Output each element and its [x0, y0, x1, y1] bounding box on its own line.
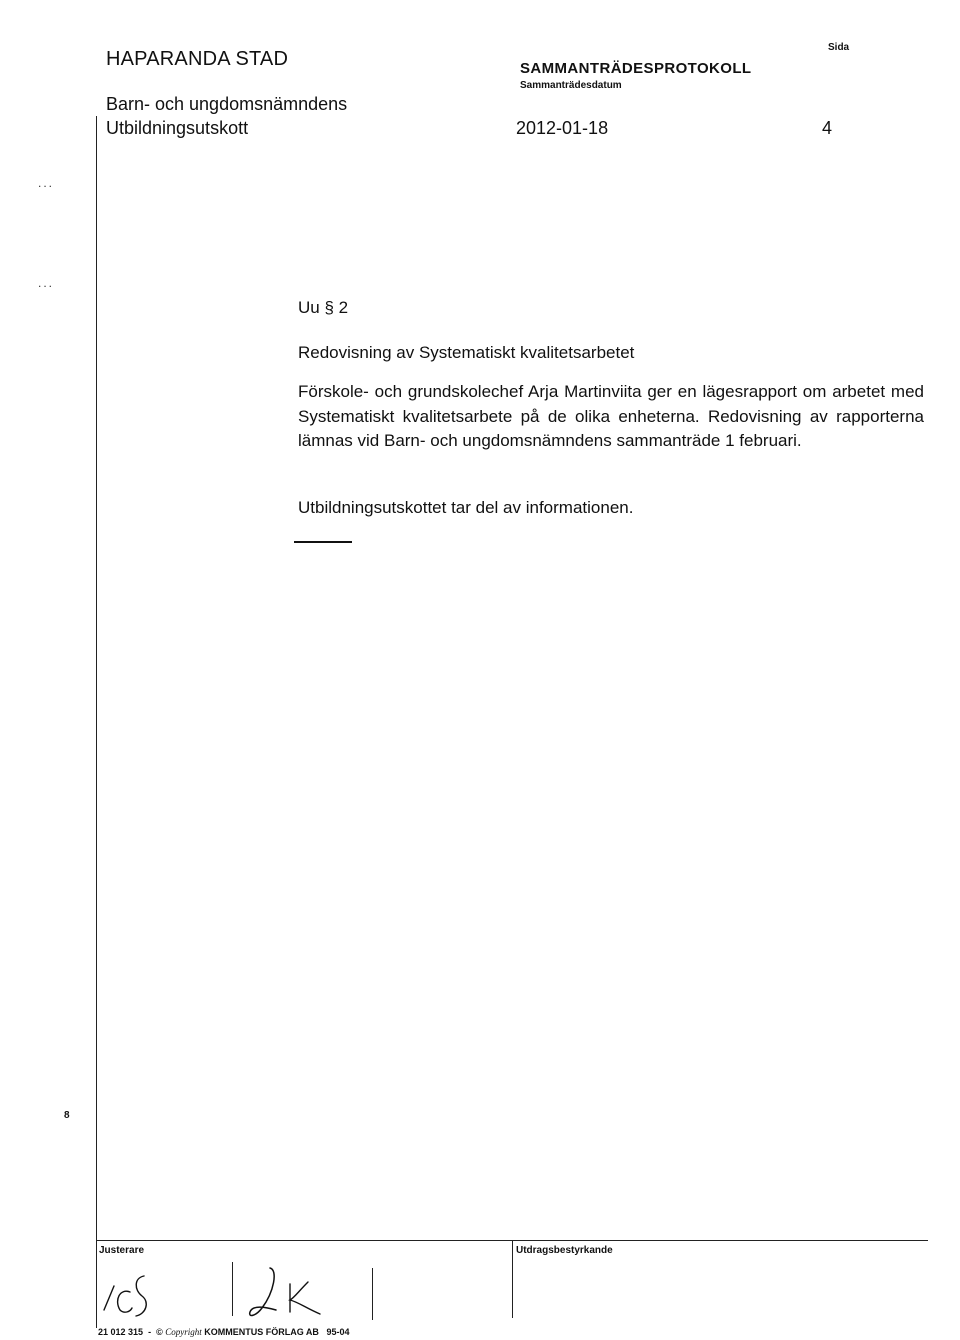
- signature-separator: [372, 1268, 373, 1320]
- publisher-name: KOMMENTUS FÖRLAG AB: [204, 1327, 319, 1337]
- footer-divider: [512, 1240, 513, 1318]
- copyright-word: Copyright: [165, 1327, 202, 1337]
- margin-mark: ...: [38, 276, 55, 290]
- margin-mark: ...: [38, 176, 55, 190]
- organization-name: HAPARANDA STAD: [106, 48, 289, 70]
- item-body: Förskole- och grundskolechef Arja Martinviita ger en lägesrapport om arbetet med Systematiskt kvalitetsarbete på de olika enheterna. Redovisning av rapporterna lämnas vid Barn- och ungdomsnämndens sammanträde 1 februari.: [298, 382, 924, 450]
- decision-text: Utbildningsutskottet tar del av informationen.: [298, 498, 634, 517]
- page-label: Sida: [828, 42, 850, 53]
- document-type: SAMMANTRÄDESPROTOKOLL: [520, 60, 752, 77]
- form-code: [98, 1327, 349, 1337]
- committee-name: Barn- och ungdomsnämndens: [106, 94, 348, 114]
- margin-digit: 8: [64, 1110, 70, 1121]
- item-heading: Redovisning av Systematiskt kvalitetsarbetet: [298, 343, 635, 362]
- adjuster-label: Justerare: [99, 1245, 145, 1256]
- subcommittee-name: Utbildningsutskott: [106, 118, 249, 138]
- paragraph-number: Uu § 2: [298, 298, 349, 317]
- form-edition: 95-04: [326, 1327, 350, 1337]
- form-separator: -: [148, 1327, 152, 1337]
- signature-separator: [232, 1262, 233, 1316]
- signature-adjuster-1: [100, 1262, 156, 1320]
- signature-adjuster-2: [236, 1262, 336, 1322]
- meeting-date-label: Sammanträdesdatum: [520, 80, 622, 91]
- page-number: 4: [822, 118, 833, 138]
- form-number: 21 012 315: [98, 1327, 144, 1337]
- certifier-label: Utdragsbestyrkande: [516, 1245, 613, 1256]
- left-margin-rule: [96, 116, 97, 1328]
- end-of-item-rule: [294, 541, 352, 543]
- meeting-date: 2012-01-18: [516, 118, 609, 138]
- copyright-symbol: ©: [156, 1327, 163, 1337]
